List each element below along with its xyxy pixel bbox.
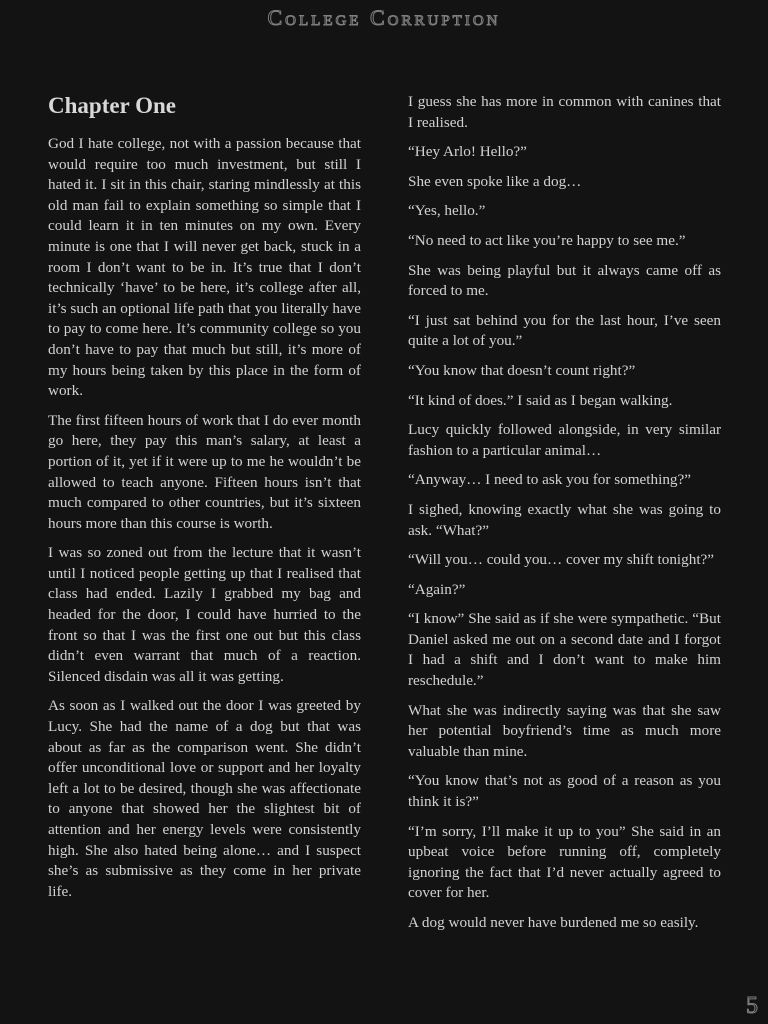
paragraph: She even spoke like a dog… [408,172,582,190]
paragraph: “I know” She said as if she were sympathetic. “But Daniel asked me out on a second date and I forgot I had a shift and I don’t want to make him reschedule.” [408,610,721,690]
paragraph: Lucy quickly followed alongside, in very similar fashion to a particular animal… [408,421,721,459]
running-header: College Corruption [267,5,501,30]
paragraph: “Yes, hello.” [408,202,486,220]
paragraph: “Anyway… I need to ask you for something?” [408,471,692,489]
paragraph: The first fifteen hours of work that I do ever month go here, they pay this man’s salary, at least a portion of it, yet if it were up to me he wouldn’t be allowed to teach anyone. Fifteen hours isn’t that much compared to other countries, but it’s sixteen hours more than this course is worth. [48,411,361,532]
paragraph: “Hey Arlo! Hello?” [408,143,527,161]
paragraph: God I hate college, not with a passion because that would require too much investment, but still I hated it. I sit in this chair, staring mindlessly at this old man fail to explain something so simple that I could learn it in ten minutes on my own. Every minute is one that I will never get back, stuck in a room I don’t want to be in. It’s true that I don’t technically ‘have’ to be here, it’s college after all, it’s such an optional life path that you literally have to pay to come here. It’s community college so you don’t have to pay that much but still, it’s more of my hours being taken by this place in the form of work. [48,135,361,400]
paragraph: “Again?” [408,580,466,598]
paragraph: “You know that’s not as good of a reason as you think it is?” [408,772,721,811]
page-number: 5 [746,993,758,1019]
right-column [408,92,721,943]
chapter-title: Chapter One [48,93,176,118]
paragraph: As soon as I walked out the door I was greeted by Lucy. She had the name of a dog but that was about as far as the comparison went. She didn’t offer unconditional love or support and her loyalty left a lot to be desired, though she was affectionate to anyone that showed her the slightest bit of attention and her energy levels were consistently high. She also hated being alone… and I suspect she’s as submissive as they come in her private life. [48,697,361,900]
paragraph: I sighed, knowing exactly what she was going to ask. “What?” [408,500,721,539]
paragraph: “I’m sorry, I’ll make it up to you” She said in an upbeat voice before running off, completely ignoring the fact that I’d never actually agreed to cover for her. [408,822,721,902]
paragraph: She was being playful but it always came off as forced to me. [408,261,721,300]
paragraph: I was so zoned out from the lecture that it wasn’t until I noticed people getting up that I realised that class had ended. Lazily I grabbed my bag and headed for the door, I could have hurried to the front so that I was the first one out but this class didn’t even warrant that much of a reaction. Silenced disdain was all it was getting. [48,544,361,685]
paragraph: “You know that doesn’t count right?” [408,361,636,379]
paragraph: A dog would never have burdened me so easily. [408,914,699,931]
paragraph: What she was indirectly saying was that she saw her potential boyfriend’s time as much more valuable than mine. [408,701,721,760]
paragraph: I guess she has more in common with canines that I realised. [408,93,721,131]
paragraph: “Will you… could you… cover my shift tonight?” [408,551,715,569]
left-column [48,92,361,911]
paragraph: “It kind of does.” I said as I began walking. [408,391,673,409]
paragraph: “I just sat behind you for the last hour, I’ve seen quite a lot of you.” [408,311,721,350]
paragraph: “No need to act like you’re happy to see me.” [408,231,686,249]
